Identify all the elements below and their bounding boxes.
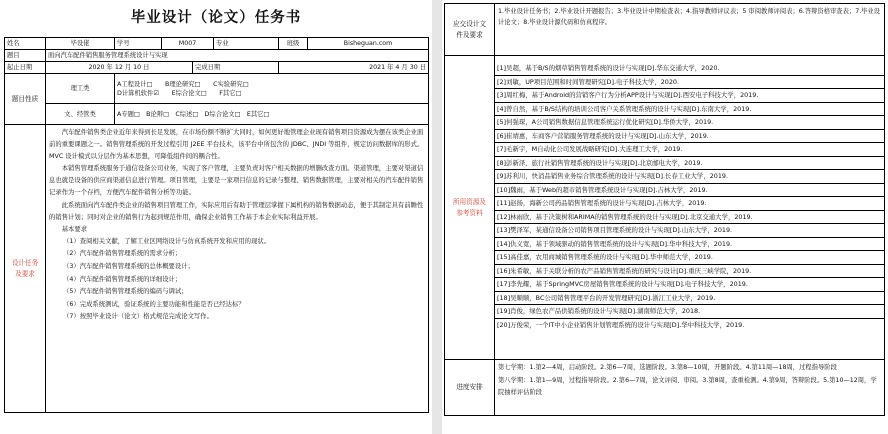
- requirement-item: （5）汽车配件销售管理系统的编码与调试；: [63, 288, 188, 296]
- arts-category-label: 文、经管类: [46, 104, 115, 125]
- requirement-item: （2）汽车配件销售管理系统的需求分析；: [63, 250, 182, 258]
- submission-files-label: 应交设计文件及要求: [445, 4, 495, 56]
- end-date-value: 2021 年 4 月 30 日: [279, 62, 429, 74]
- references-label: 所用资源及参考资料: [445, 56, 495, 360]
- schedule-content: [495, 360, 885, 416]
- schedule-label: 进度安排: [445, 360, 495, 416]
- class-label: 班级: [279, 38, 308, 50]
- schedule-line: 第八学期：1.第1—9周，过程指导阶段。2.第6—7周，论文评阅、审阅。3.第8周，查重检测。4.第9周，答辩阶段。5.第10—12周，学院抽样评估阶段: [498, 376, 877, 396]
- reference-item: [14]仇义宽，基于领域驱动的销售管理系统的设计与实现[D].华中科技大学，2019.: [495, 238, 884, 252]
- task-requirements-content: [46, 125, 429, 413]
- topic-label: 题目: [5, 50, 46, 62]
- reference-item: [12]林雨欣，基于决策树和ARIMA的销售管理系统的设计与实现[D].北京交通大学，2019.: [495, 211, 884, 225]
- references-list: [495, 56, 885, 360]
- task-detail-table: [444, 3, 885, 416]
- reference-item: [20]万俊荣，一个IT中小企业销售计划管理系统的设计与实现[D].华中科技大学，2019.: [497, 320, 745, 329]
- schedule-line: 第七学期：1.第2—4周，启动阶段。2.第6—7周，选题阶段。3.第8—10周，开题阶段。4.第11周—18周，过程指导阶段: [498, 364, 837, 371]
- reference-item: [19]肖俊，绿色农产品供销系统的设计与实现[D].湖南师范大学，2018.: [495, 305, 884, 319]
- requirement-item: （3）汽车配件销售管理系统的总体概要设计；: [63, 263, 194, 271]
- reference-item: [17]李先耀，基于SpringMVC房屋销售管理系统的设计与实现[D].电子科技大学，2019.: [495, 278, 884, 292]
- nature-label: 题目性质: [5, 74, 46, 125]
- end-date-label: 完成日期: [193, 62, 279, 74]
- science-options-row1: A工程设计□ B理论研究□ C实验研究□: [117, 80, 249, 88]
- requirement-item: （7）按照毕业设计（论文）格式规范完成论文写作。: [63, 313, 213, 321]
- reference-item: [3]周红梅，基于Android的营销客户行为分析APP设计与实现[D].西安电子科技大学，2019.: [495, 89, 884, 103]
- page-title: 毕业设计（论文）任务书: [130, 10, 302, 26]
- science-options: [115, 74, 429, 104]
- submission-files-text: 1.毕业设计任务书；2.毕业设计开题报告；3.毕业设计中期检查表；4.指导教师评议表；5 审阅教师评阅表；6.答辩资格审查表；7.毕业设计论文；8.毕业设计源代码和仿真程序。: [495, 4, 885, 56]
- reference-item: [15]高佳嘉，农用商城销售管理系统的设计与实现[D].华中师范大学，2019.: [495, 251, 884, 265]
- task-paragraph: 本销售管理系统服务于通信设备公司业务，实现了客户管理，主要负责对客户相关数据的增删改查方面。渠道管理，主要对渠道信息也就是设备的供应商渠道信息进行管理。项目管理，主要是一家项目信息的记录与整理、销售数据管理，主要对相关的汽车配件销售记录作为一个存档，方便汽车配件销售分析等功能。: [49, 165, 424, 197]
- name-label: 姓名: [5, 38, 46, 50]
- reference-item: [2]刘敏，UP项目范围和时间管理研究[D].电子科技大学，2020.: [495, 76, 884, 90]
- requirement-item: （1）查阅相关文献，了解工业区网络设计与仿真系统开发和应用的现状。: [63, 237, 271, 245]
- reference-item: [13]樊泽军，某通信设备公司销售项目管理系统的设计与实现[D].山东大学，2019.: [495, 224, 884, 238]
- name-value: 毕设佬: [46, 38, 115, 50]
- start-date-label: 起止日期: [5, 62, 46, 74]
- reference-item: [6]崔靖惠，车商客户营销服务管理系统的设计与实现[D].山东大学，2019.: [495, 130, 884, 144]
- task-requirements-label: 设计任务及要求: [5, 125, 46, 413]
- reference-item: [8]彭新泽，旅行社销售管理系统的设计与实现[D].北京邮电大学，2019.: [495, 157, 884, 171]
- reference-item: [18]吴顺顺，BC公司销售管理平台的开发管理研究[D].浙江工业大学，2019.: [495, 292, 884, 306]
- basic-requirements-heading: 基本要求: [61, 225, 88, 233]
- reference-item: [11]赵扬，海新公司药品销售管理系统的设计与实现[D].吉林大学，2019.: [495, 197, 884, 211]
- student-id-value: M007: [162, 38, 214, 50]
- requirement-item: （6）完成系统测试，验证系统的主要功能和性能是否已经达标？: [63, 300, 245, 308]
- start-date-value: 2020 年 12 月 10 日: [46, 62, 193, 74]
- science-options-row2: D计算机软件☑ E综合论文□ F其它□: [117, 89, 242, 97]
- reference-item: [4]曾自然，基于B/S结构的培训公司客户关系管理系统的设计与实现[D].东南大学，2019.: [495, 103, 884, 117]
- science-category-label: 理工类: [46, 74, 115, 104]
- task-paragraph: 此系统面向汽车配件类企业的销售项目管理工作，实际应用后有助于管理层掌握下属机构的销售数据动态，便于其制定具有前瞻性的销售计划；同时对企业的销售行为起到规范作用，确保企业销售工作基于本企业实际利益开展。: [49, 201, 424, 221]
- task-paragraph: 汽车配件销售类企业近年来得到长足发展，在市场份额不断扩大同时，如何更好地管理企业现有销售项目资源成为摆在该类企业面前的重要课题之一。销售管理系统的开发过程引用 J2EE 平台技术，该平台中所包含的 JDBC、JNDI 等组件，规定访问数据库的形式。MVC 设计模式以分层作为基本思想，可降低组件间的耦合性。: [49, 129, 424, 161]
- reference-item: [10]魏雨，基于Web的超市销售管理系统设计与实现[D].吉林大学，2019.: [495, 184, 884, 198]
- task-info-table: [4, 37, 429, 413]
- reference-item: [9]苏利川，快消品销售业务综合管理系统的设计与实现[D].长春工业大学，2019.: [495, 170, 884, 184]
- reference-item: [5]何强琛，A公司销售数据信息管理系统运行优化研究[D].华侨大学，2019.: [495, 116, 884, 130]
- reference-item: [7]毛新宇，M自动化公司发展战略研究[D].大连理工大学，2019.: [495, 143, 884, 157]
- arts-options: A专题□ B论辩□ C综述□ D综合论文□ E其它□: [115, 104, 429, 125]
- page-gap: [432, 0, 442, 434]
- student-id-label: 学号: [115, 38, 162, 50]
- task-page-left: [0, 0, 432, 434]
- major-label: 专业: [214, 38, 279, 50]
- reference-item: [1]吴超，基于B/S的烟草销售管理系统的设计与实现[D].华东交通大学，2020.: [495, 62, 884, 76]
- reference-item: [16]朱希敏，基于关联分析的农产品销售管理系统的研究与设计[D].重庆三峡学院，2019.: [495, 265, 884, 279]
- task-page-right: [442, 0, 888, 434]
- requirement-item: （4）汽车配件销售管理系统的详细设计；: [63, 275, 182, 283]
- topic-value: 面向汽车配件销售服务管理系统设计与实现: [46, 50, 429, 62]
- class-value: Bisheguan.com: [308, 38, 429, 50]
